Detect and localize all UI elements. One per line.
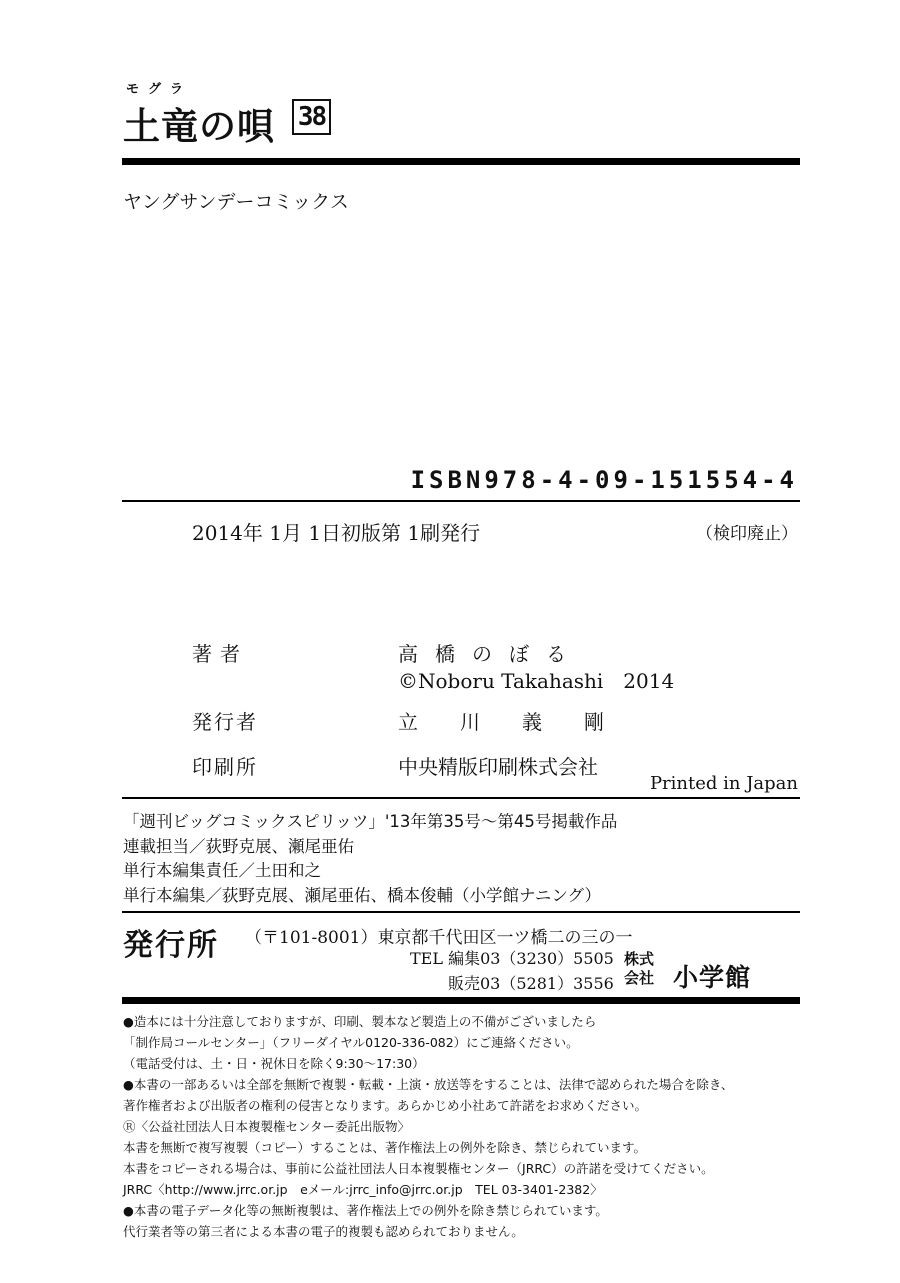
tel-sales: 販売03（5281）3556 <box>448 974 614 993</box>
imprint-label: ヤングサンデーコミックス <box>123 191 349 213</box>
printer-label: 印刷所 <box>192 755 258 779</box>
issuer-rule <box>122 997 800 1004</box>
legal-note: ●本書の一部あるいは全部を無断で複製・転載・上演・放送等をすることは、法律で認められた場合を除き、 <box>123 1077 734 1092</box>
corp-prefix-top: 株式 <box>624 950 655 968</box>
legal-note: Ⓡ〈公益社団法人日本複製権センター委託出版物〉 <box>123 1119 411 1134</box>
corp-prefix-bottom: 会社 <box>624 969 655 987</box>
author-name: 高橋のぼる <box>398 642 583 666</box>
serial-line: 「週刊ビッグコミックスピリッツ」'13年第35号〜第45号掲載作品 <box>123 812 618 831</box>
title-rule <box>122 158 800 165</box>
publisher-name: 立川義剛 <box>398 710 646 734</box>
issuer-address: （〒101-8001）東京都千代田区一ツ橋二の三の一 <box>245 928 633 948</box>
printer-name: 中央精版印刷株式会社 <box>398 755 598 779</box>
credits-rule <box>122 797 800 799</box>
legal-note: （電話受付は、土・日・祝休日を除く9:30〜17:30） <box>123 1056 425 1071</box>
legal-note: 代行業者等の第三者による本書の電子的複製も認められておりません。 <box>123 1224 524 1239</box>
serial-line: 単行本編集／荻野克展、瀬尾亜佑、橋本俊輔（小学館ナニング） <box>123 886 602 905</box>
publisher-label: 発行者 <box>192 710 258 734</box>
seal-abolished-note: （検印廃止） <box>696 524 798 544</box>
author-label: 著者 <box>192 642 248 666</box>
issuer-label: 発行所 <box>123 928 219 963</box>
volume-number: 38 <box>292 99 331 135</box>
serial-line: 連載担当／荻野克展、瀬尾亜佑 <box>123 837 354 856</box>
legal-note: JRRC〈http://www.jrrc.or.jp eメール:jrrc_info@jrrc.or.jp TEL 03-3401-2382〉 <box>123 1182 603 1197</box>
legal-note: 本書を無断で複写複製（コピー）することは、著作権法上の例外を除き、禁じられています。 <box>123 1140 647 1155</box>
tel-editorial: TEL 編集03（3230）5505 <box>410 949 614 968</box>
isbn-rule <box>122 500 800 502</box>
printed-in-japan: Printed in Japan <box>649 773 798 794</box>
legal-note: 「制作局コールセンター」（フリーダイヤル0120-336-082）にご連絡ください。 <box>123 1035 579 1050</box>
publisher-company: 小学館 <box>673 963 752 992</box>
legal-note: ●本書の電子データ化等の無断複製は、著作権法上での例外を除き禁じられています。 <box>123 1203 608 1218</box>
legal-note: 本書をコピーされる場合は、事前に公益社団法人日本複製権センター（JRRC）の許諾を受けてください。 <box>123 1161 714 1176</box>
copyright-line: ©Noboru Takahashi 2014 <box>398 669 675 693</box>
title-ruby: モグラ <box>126 82 193 97</box>
serial-rule <box>122 911 800 913</box>
book-title: 土竜の唄 <box>123 105 275 148</box>
isbn: ISBN978-4-09-151554-4 <box>410 466 798 494</box>
legal-note: ●造本には十分注意しておりますが、印刷、製本など製造上の不備がございましたら <box>123 1014 597 1029</box>
legal-note: 著作権者および出版者の権利の侵害となります。あらかじめ小社あて許諾をお求めください。 <box>123 1098 648 1113</box>
publication-date: 2014年 1月 1日初版第 1刷発行 <box>192 521 481 545</box>
serial-line: 単行本編集責任／土田和之 <box>123 861 321 880</box>
